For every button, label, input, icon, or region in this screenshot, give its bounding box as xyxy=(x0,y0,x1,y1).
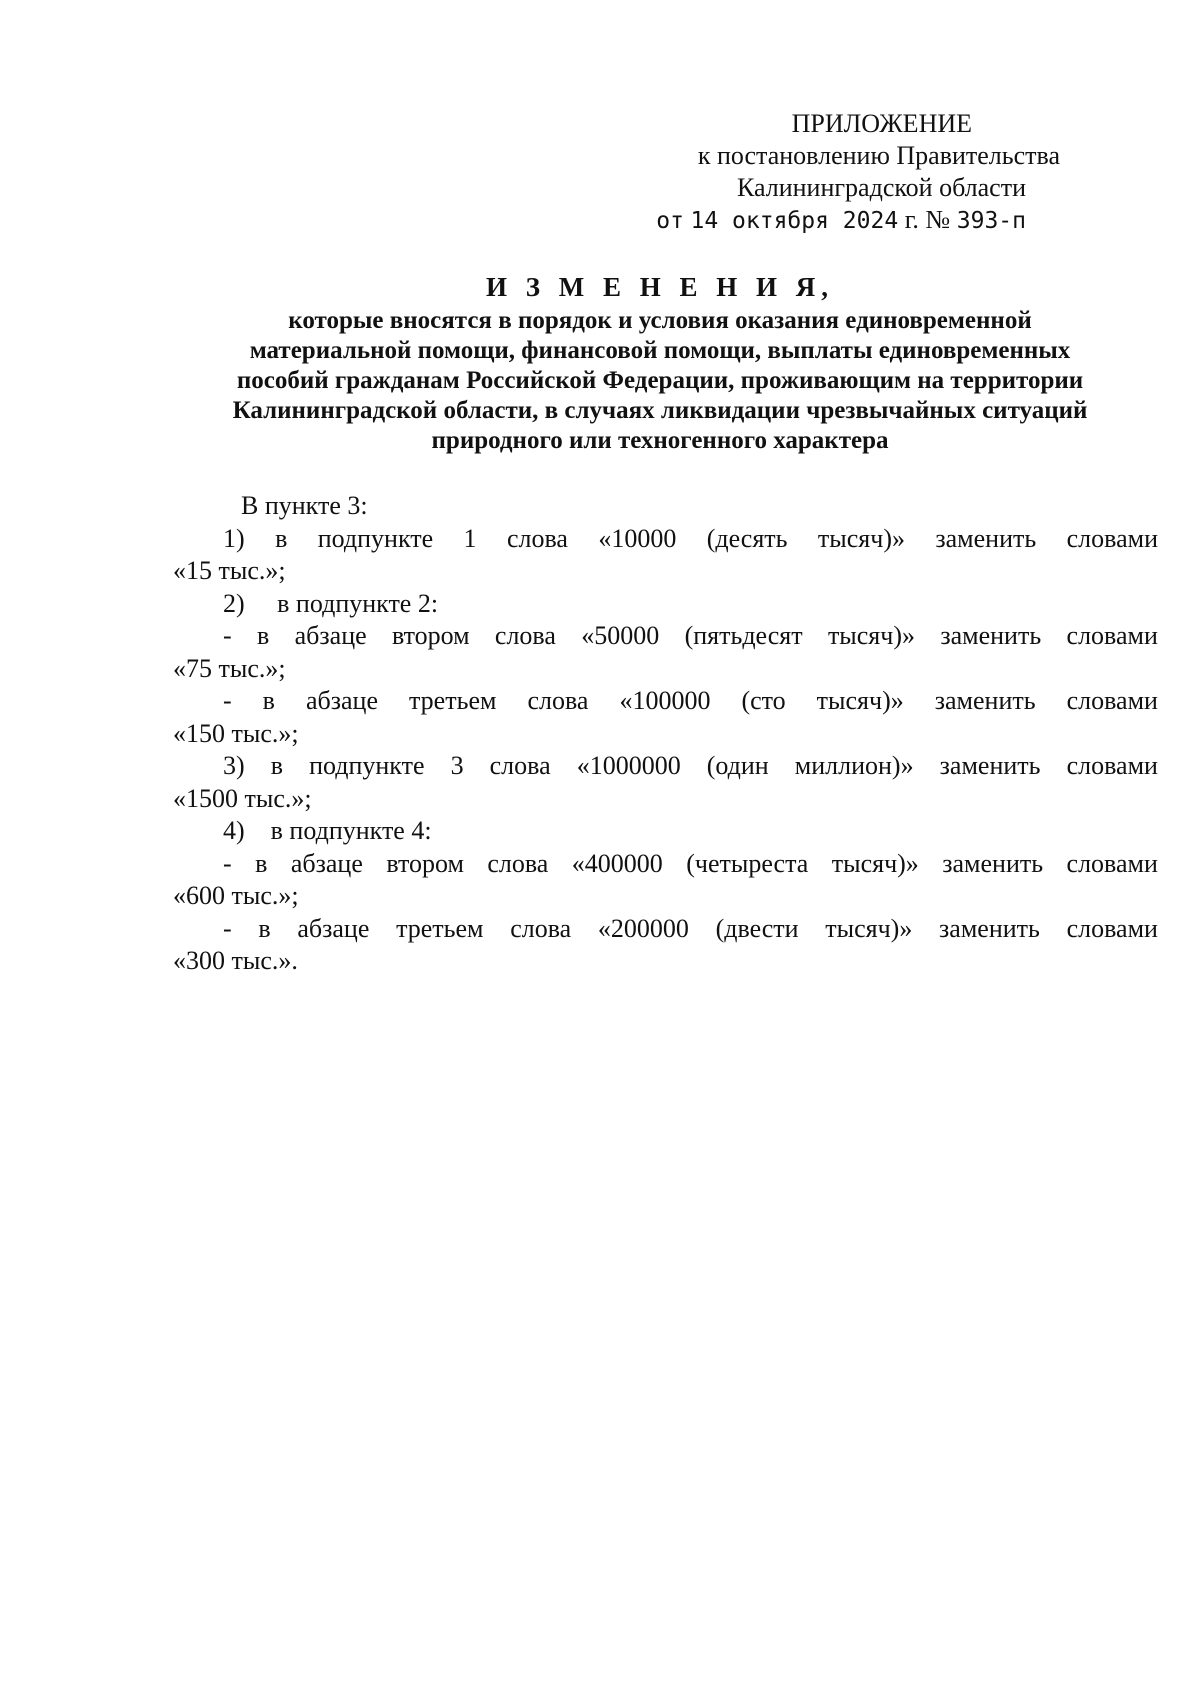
amendment-word: «50000 xyxy=(581,621,660,650)
amendment-first-line xyxy=(173,848,1158,881)
amendment-word: абзаце xyxy=(297,913,370,943)
amendment-word: слова xyxy=(506,523,568,553)
amendment-item xyxy=(173,848,1158,913)
amendment-word: словами xyxy=(1066,686,1158,715)
appendix-title: ПРИЛОЖЕНИЕ xyxy=(791,109,972,138)
amendment-word: абзаце xyxy=(290,848,363,878)
title-line: которые вносятся в порядок и условия оказания единовременной xyxy=(288,307,1032,334)
amendment-continuation: «600 тыс.»; xyxy=(173,881,299,910)
amendment-word: в xyxy=(275,523,288,553)
amendment-word: (четыреста xyxy=(686,848,809,878)
amendment-word: заменить xyxy=(935,523,1037,553)
amendment-word: (сто xyxy=(741,686,786,715)
amendment-word: в xyxy=(257,621,270,650)
amendment-word: - xyxy=(223,686,232,715)
amendment-word: абзаце xyxy=(305,686,378,715)
amendment-item xyxy=(173,588,1158,621)
amendment-word: слова xyxy=(494,621,556,650)
amendment-continuation: «75 тыс.»; xyxy=(173,653,286,683)
amendment-word: в xyxy=(255,848,268,878)
amendment-item xyxy=(173,913,1158,978)
amendment-continuation: «1500 тыс.»; xyxy=(173,783,312,813)
amendment-word: слова xyxy=(487,848,549,878)
amendment-word: «1000000 xyxy=(576,751,681,780)
amendment-word: «400000 xyxy=(571,848,663,878)
amendment-word: - xyxy=(223,848,232,878)
amendment-word: словами xyxy=(1066,848,1158,878)
title-line: Калининградской области, в случаях ликвидации чрезвычайных ситуаций xyxy=(232,397,1088,424)
amendment-item xyxy=(173,523,1158,588)
amendment-word: тысяч)» xyxy=(827,621,916,650)
amendment-word: тысяч)» xyxy=(817,523,905,553)
appendix-date-line xyxy=(590,204,1060,237)
amendment-word: «100000 xyxy=(619,686,711,715)
amendment-item xyxy=(173,620,1158,685)
amendment-word: слова xyxy=(510,913,572,943)
amendment-word: 1 xyxy=(463,523,477,553)
appendix-header xyxy=(590,108,1060,237)
appendix-region: Калининградской области xyxy=(736,173,1026,202)
amendment-word: заменить xyxy=(940,621,1042,650)
amendment-word: подпункте xyxy=(317,523,434,553)
amendment-first-line xyxy=(173,750,1158,783)
amendment-item xyxy=(173,815,1158,848)
amendment-line: 4) в подпункте 4: xyxy=(223,816,432,845)
amendment-first-line xyxy=(173,523,1158,556)
amendment-word: словами xyxy=(1066,523,1158,553)
amendment-word: подпункте xyxy=(309,751,425,780)
amendment-word: заменить xyxy=(942,848,1044,878)
amendment-word: тысяч)» xyxy=(831,848,919,878)
amendment-word: (один xyxy=(706,751,769,780)
title-heading: И З М Е Н Е Н И Я, xyxy=(485,272,834,302)
amendment-word: 1) xyxy=(223,523,245,553)
date-value: 14 октября 2024 xyxy=(690,208,899,234)
amendment-word: заменить xyxy=(939,913,1040,943)
amendment-word: словами xyxy=(1066,621,1158,650)
amendment-item xyxy=(173,750,1158,815)
amendment-word: «10000 xyxy=(598,523,677,553)
amendment-word: - xyxy=(223,913,232,943)
document-number: 393-п xyxy=(956,208,1026,234)
amendment-word: (пятьдесят xyxy=(684,621,803,650)
amendment-word: в xyxy=(258,913,271,943)
amendment-continuation: «300 тыс.». xyxy=(173,946,298,975)
amendment-word: словами xyxy=(1066,751,1158,780)
amendment-continuation: «150 тыс.»; xyxy=(173,718,299,748)
amendment-word: (двести xyxy=(715,913,799,943)
amendment-first-line xyxy=(173,913,1158,946)
amendment-first-line xyxy=(173,620,1158,653)
amendment-word: тысяч)» xyxy=(825,913,913,943)
amendment-line: 2) в подпункте 2: xyxy=(223,588,439,618)
amendment-word: слова xyxy=(527,686,589,715)
appendix-reference: к постановлению Правительства xyxy=(697,141,1060,170)
amendment-word: 3 xyxy=(450,751,464,780)
amendment-word: миллион)» xyxy=(794,751,914,780)
title-line: природного или техногенного характера xyxy=(431,427,889,454)
amendment-word: слова xyxy=(489,751,551,780)
amendment-word: «200000 xyxy=(597,913,689,943)
amendment-item xyxy=(173,685,1158,750)
amendments-body xyxy=(173,490,1158,978)
amendment-word: втором xyxy=(386,848,464,878)
amendment-word: заменить xyxy=(939,751,1041,780)
document-title xyxy=(160,272,1160,456)
amendment-word: словами xyxy=(1066,913,1158,943)
amendment-word: втором xyxy=(391,621,470,650)
amendment-word: - xyxy=(223,621,232,650)
date-number-label: г. № xyxy=(904,205,951,234)
amendment-word: в xyxy=(270,751,284,780)
amendment-word: заменить xyxy=(934,686,1036,715)
amendment-continuation: «15 тыс.»; xyxy=(173,556,286,585)
amendment-word: в xyxy=(262,686,275,715)
intro-paragraph: В пункте 3: xyxy=(241,491,368,520)
amendment-word: тысяч)» xyxy=(816,686,904,715)
amendment-word: 3) xyxy=(223,751,245,780)
amendment-first-line xyxy=(173,685,1158,718)
amendment-word: третьем xyxy=(396,913,484,943)
amendment-word: (десять xyxy=(706,523,788,553)
title-line: материальной помощи, финансовой помощи, выплаты единовременных xyxy=(249,337,1071,364)
amendment-word: абзаце xyxy=(294,621,367,650)
amendment-word: третьем xyxy=(409,686,497,715)
amendments-list xyxy=(173,523,1158,978)
title-line: пособий гражданам Российской Федерации, проживающим на территории xyxy=(236,367,1084,394)
date-prefix: от xyxy=(656,208,684,234)
